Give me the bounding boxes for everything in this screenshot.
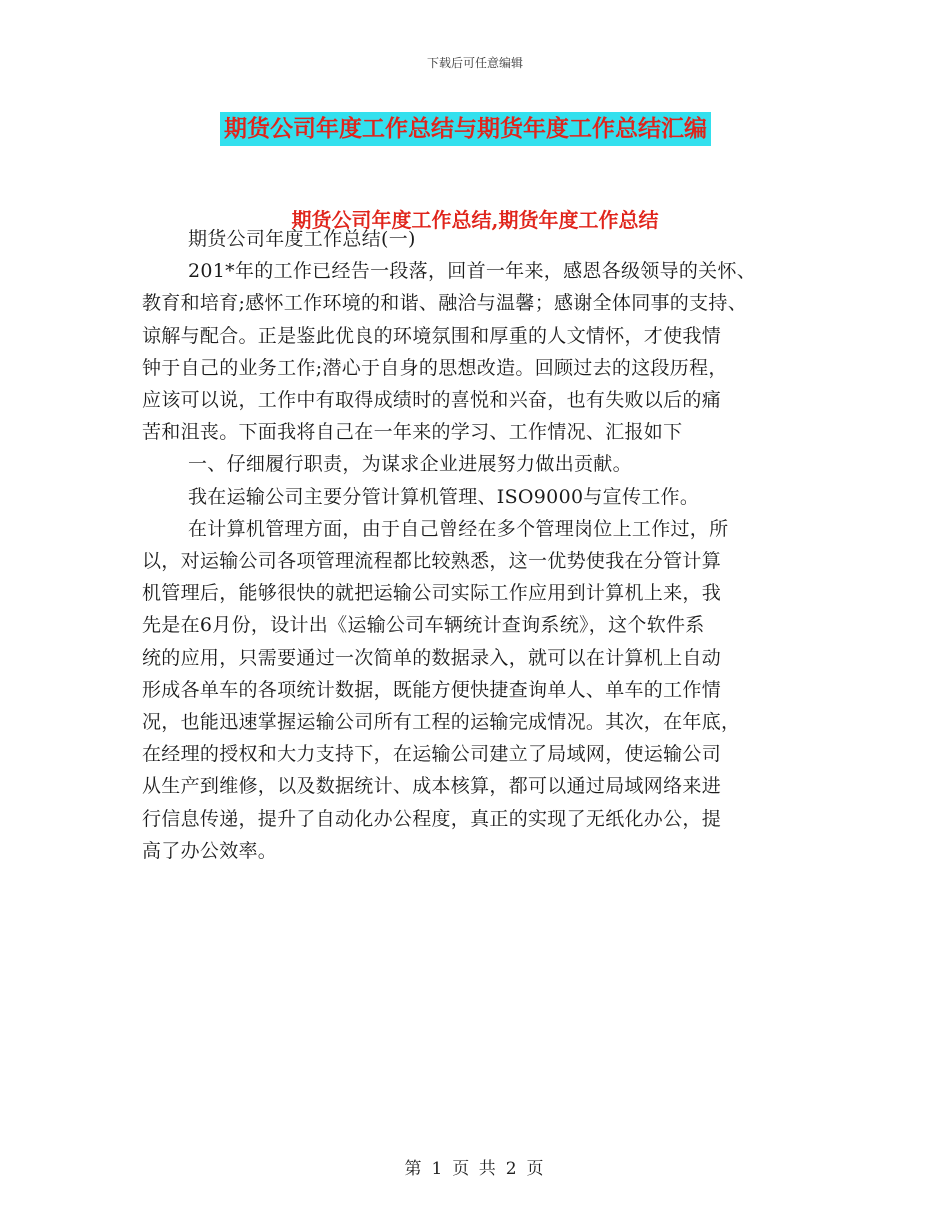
text-line: 应该可以说，工作中有取得成绩时的喜悦和兴奋，也有失败以后的痛 [142,389,722,412]
text-line: 钟于自己的业务工作;潜心于自身的思想改造。回顾过去的这段历程， [142,356,728,379]
text-line: 机管理后，能够很快的就把运输公司实际工作应用到计算机上来，我 [142,582,722,605]
footer-total-pages: 2 [505,1159,519,1179]
text-line: 高了办公效率。 [142,839,278,862]
text-line: 以，对运输公司各项管理流程都比较熟悉，这一优势使我在分管计算 [142,550,722,573]
footer-page-number: 1 [431,1159,445,1179]
text-line: 苦和沮丧。下面我将自己在一年来的学习、工作情况、汇报如下 [142,421,683,444]
page-footer [0,1154,950,1179]
document-body [142,223,817,867]
text-line: 在经理的授权和大力支持下，在运输公司建立了局域网，使运输公司 [142,743,722,766]
footer-suffix: 页 [526,1159,546,1179]
text-line: 教育和培育;感怀工作环境的和谐、融洽与温馨；感谢全体同事的支持、 [142,292,748,315]
text-line: 期货公司年度工作总结(一) [188,228,416,250]
text-line: 先是在6月份，设计出《运输公司车辆统计查询系统》，这个软件系 [142,614,705,637]
text-line: 在计算机管理方面，由于自己曾经在多个管理岗位上工作过，所 [188,517,729,540]
text-line: 统的应用，只需要通过一次简单的数据录入，就可以在计算机上自动 [142,646,722,669]
text-line: 况，也能迅速掌握运输公司所有工程的运输完成情况。其次，在年底， [142,711,741,734]
text-line: 从生产到维修，以及数据统计、成本核算，都可以通过局域网络来进 [142,775,722,798]
footer-prefix: 第 [404,1159,424,1179]
text-line: 201*年的工作已经告一段落，回首一年来，感恩各级领导的关怀、 [188,260,757,283]
header-note: 下载后可任意编辑 [426,56,523,70]
text-line: 谅解与配合。正是鉴此优良的环境氛围和厚重的人文情怀，才使我情 [142,324,722,347]
text-line: 行信息传递，提升了自动化办公程度，真正的实现了无纸化办公，提 [142,807,722,830]
text-line: 形成各单车的各项统计数据，既能方便快捷查询单人、单车的工作情 [142,678,722,701]
main-title: 期货公司年度工作总结与期货年度工作总结汇编 [220,112,711,146]
sub-title: 期货公司年度工作总结,期货年度工作总结 [291,208,659,232]
text-line: 一、仔细履行职责，为谋求企业进展努力做出贡献。 [188,453,632,476]
footer-mid: 页 共 [452,1159,498,1179]
text-line: 我在运输公司主要分管计算机管理、ISO9000与宣传工作。 [188,485,700,508]
